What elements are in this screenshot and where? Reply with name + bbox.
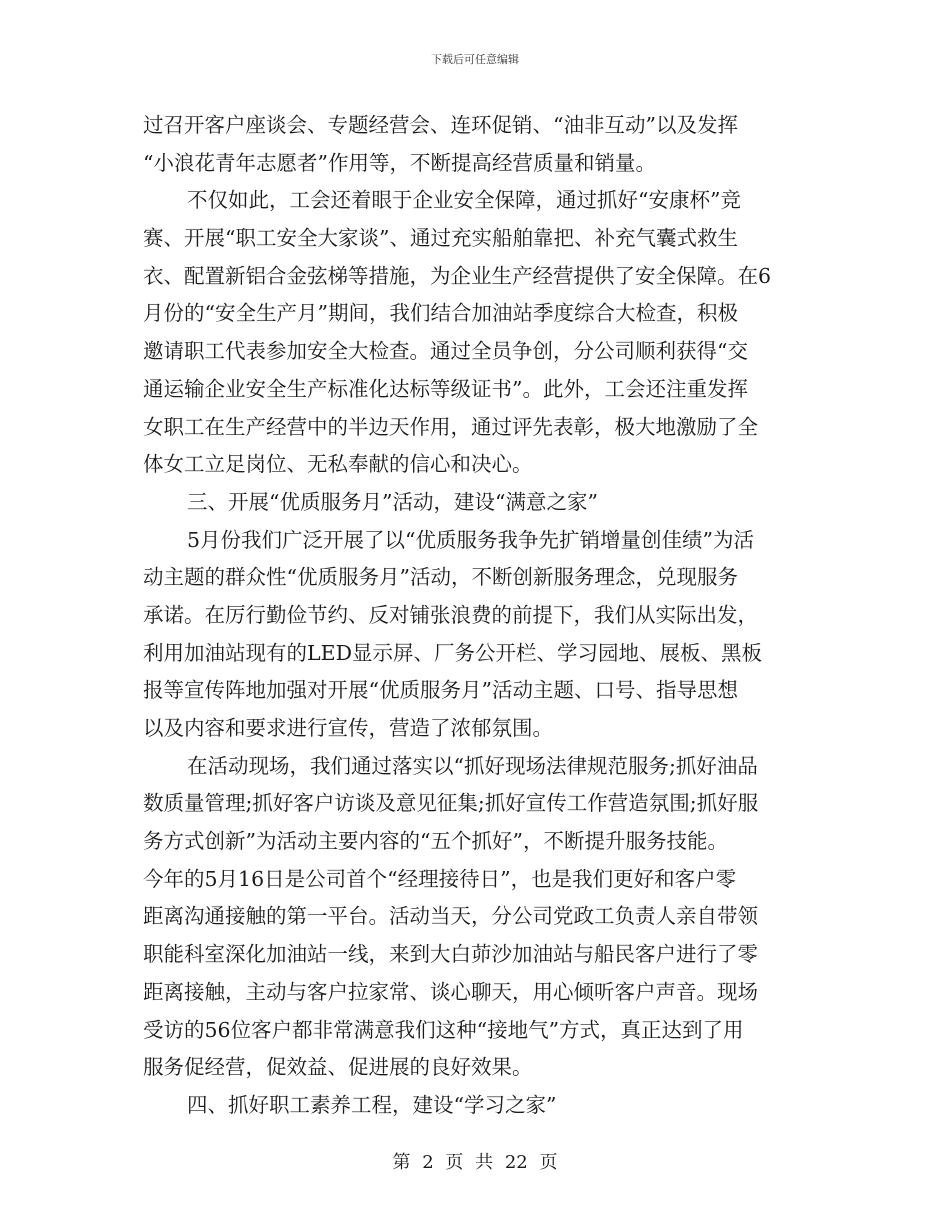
- paragraph-start-line: 不仅如此，工会还着眼于企业安全保障，通过抓好“安康杯”竞: [187, 188, 741, 213]
- text-line: 过召开客户座谈会、专题经营会、连环促销、“油非互动”以及发挥: [143, 113, 738, 137]
- section-heading-3: 三、开展“优质服务月”活动，建设“满意之家”: [187, 489, 598, 514]
- paragraph-start-line: 在活动现场，我们通过落实以“抓好现场法律规范服务;抓好油品: [187, 753, 758, 778]
- text-line: 月份的“安全生产月”期间，我们结合加油站季度综合大检查，积极: [143, 301, 738, 326]
- text-line: 职能科室深化加油站一线，来到大白茆沙加油站与船民客户进行了零: [143, 942, 758, 967]
- text-line: 邀请职工代表参加安全大检查。通过全员争创，分公司顺利获得“交: [143, 339, 748, 364]
- text-line: 利用加油站现有的LED显示屏、厂务公开栏、学习园地、展板、黑板: [143, 640, 763, 665]
- text-line: 受访的56位客户都非常满意我们这种“接地气”方式，真正达到了用: [143, 1017, 744, 1042]
- paragraph-start-line: 5月份我们广泛开展了以“优质服务我争先扩销增量创佳绩”为活: [187, 527, 755, 552]
- text-line: 赛、开展“职工安全大家谈”、通过充实船舶靠把、补充气囊式救生: [143, 226, 738, 251]
- text-line: 体女工立足岗位、无私奉献的信心和决心。: [143, 452, 533, 477]
- text-line: 距离接触，主动与客户拉家常、谈心聊天，用心倾听客户声音。现场: [143, 979, 758, 1004]
- text-line: 承诺。在厉行勤俭节约、反对铺张浪费的前提下，我们从实际出发，: [143, 602, 758, 627]
- text-line: 动主题的群众性“优质服务月”活动，不断创新服务理念，兑现服务: [143, 565, 738, 590]
- section-heading-4: 四、抓好职工素养工程，建设“学习之家”: [187, 1092, 557, 1117]
- text-line: 距离沟通接触的第一平台。活动当天，分公司党政工负责人亲自带领: [143, 904, 758, 929]
- text-line: 数质量管理;抓好客户访谈及意见征集;抓好宣传工作营造氛围;抓好服: [143, 791, 759, 816]
- text-line: 女职工在生产经营中的半边天作用，通过评先表彰，极大地激励了全: [143, 414, 758, 439]
- text-line: 服务促经营，促效益、促进展的良好效果。: [143, 1055, 533, 1080]
- text-line: 以及内容和要求进行宣传，营造了浓郁氛围。: [143, 716, 553, 740]
- text-line: 报等宣传阵地加强对开展“优质服务月”活动主题、口号、指导思想: [143, 678, 738, 703]
- text-line: 通运输企业安全生产标准化达标等级证书”。此外，工会还注重发挥: [143, 376, 748, 401]
- page-header: 下载后可任意编辑: [431, 53, 519, 66]
- text-line: 衣、配置新铝合金弦梯等措施，为企业生产经营提供了安全保障。在6: [143, 263, 772, 288]
- text-line: “小浪花青年志愿者”作用等，不断提高经营质量和销量。: [143, 150, 656, 175]
- text-line: 务方式创新”为活动主要内容的“五个抓好”，不断提升服务技能。: [143, 829, 728, 854]
- page-footer: 第 2 页 共 22 页: [392, 1152, 558, 1173]
- text-line: 今年的5月16日是公司首个“经理接待日”，也是我们更好和客户零: [143, 866, 737, 891]
- document-body: [143, 107, 813, 1125]
